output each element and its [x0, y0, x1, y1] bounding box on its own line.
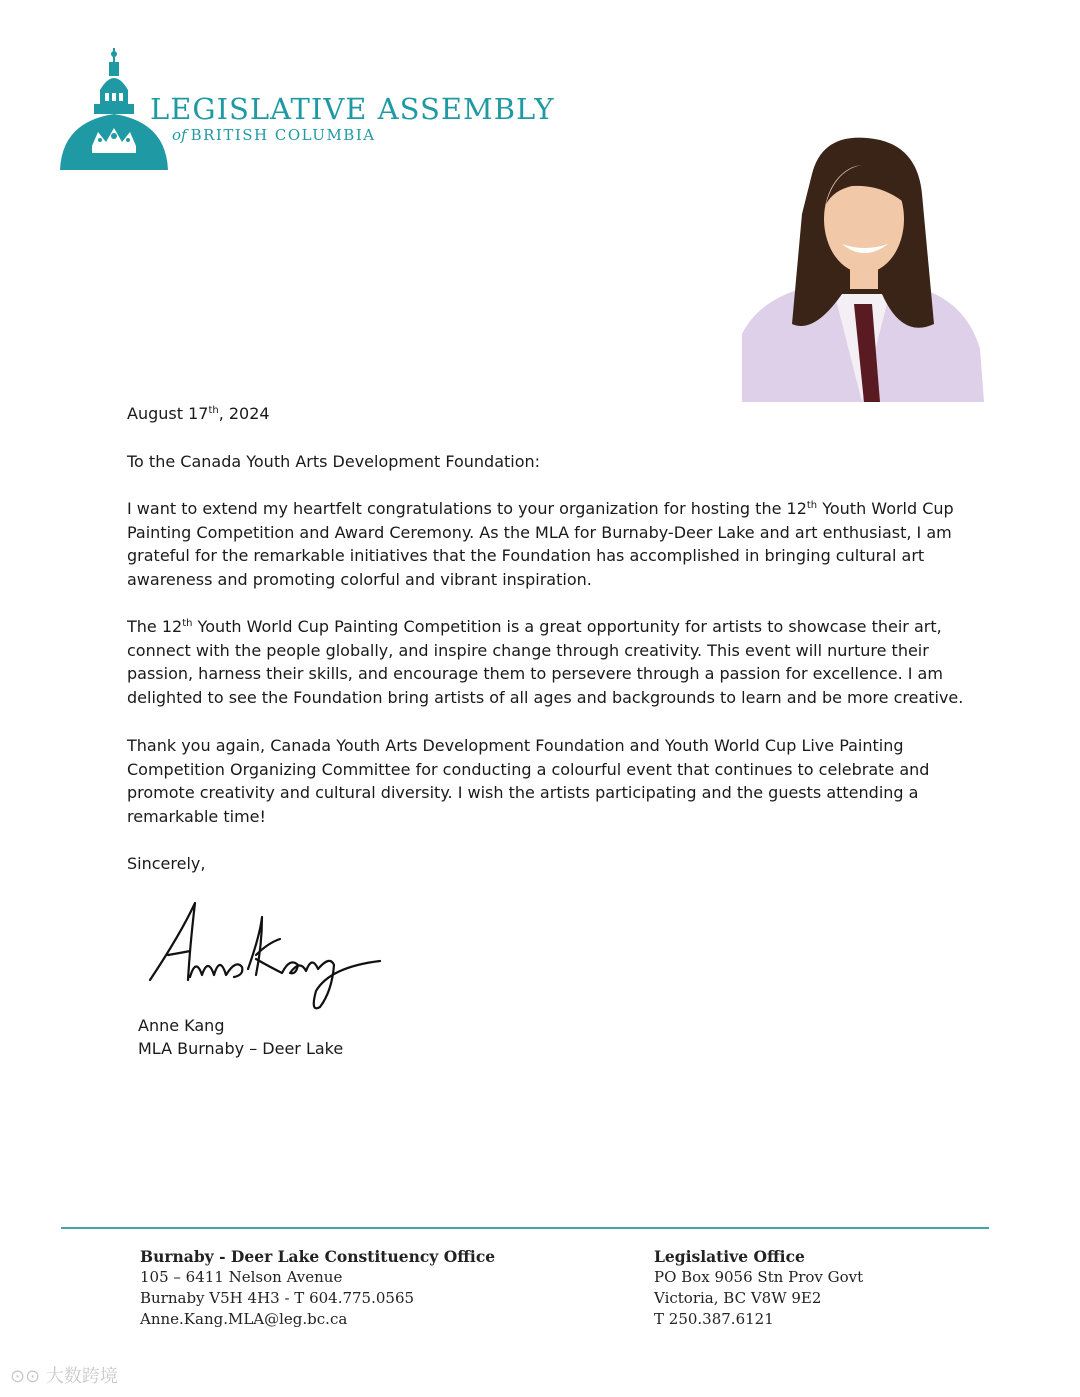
signer-title: MLA Burnaby – Deer Lake — [138, 1039, 344, 1058]
org-subtitle — [172, 126, 376, 144]
letter-paragraph-3 — [127, 734, 967, 828]
line-segment: Youth World Cup Painting Competition is a great opportunity for artists to showcase their art, — [192, 617, 942, 636]
line-segment: Youth World Cup — [817, 499, 954, 518]
paragraph-line: delighted to see the Foundation bring artists of all ages and backgrounds to learn and be more creative. — [127, 687, 964, 707]
address-line: Burnaby V5H 4H3 - T 604.775.0565 — [140, 1289, 415, 1307]
legislative-assembly-logo — [58, 46, 578, 176]
org-title: LEGISLATIVE ASSEMBLY — [150, 92, 555, 126]
portrait-photo — [742, 134, 984, 402]
letter-closing — [127, 852, 967, 876]
legislative-office-name: Legislative Office — [654, 1247, 805, 1266]
phone-number: T 250.387.6121 — [654, 1310, 774, 1328]
paragraph-line: awareness and promoting colorful and vibrant inspiration. — [127, 569, 592, 589]
footer-divider — [61, 1227, 989, 1229]
paragraph-line: Thank you again, Canada Youth Arts Development Foundation and Youth World Cup Live Painting — [127, 736, 904, 755]
constituency-office-address — [140, 1246, 495, 1330]
watermark-logo-icon: ⊙⊙ — [10, 1366, 46, 1387]
email-address: Anne.Kang.MLA@leg.bc.ca — [140, 1310, 348, 1328]
letter-paragraph-1 — [127, 497, 967, 591]
constituency-office-name: Burnaby - Deer Lake Constituency Office — [140, 1247, 496, 1266]
org-subtitle-prefix: of — [172, 126, 187, 144]
date-ordinal: th — [208, 405, 219, 416]
closing-text: Sincerely, — [127, 854, 206, 873]
signer-name: Anne Kang — [138, 1016, 225, 1035]
address-line: 105 – 6411 Nelson Avenue — [140, 1268, 343, 1286]
paragraph-line: Competition Organizing Committee for conducting a colourful event that continues to celebrate and — [127, 759, 930, 779]
date-prefix: August 17 — [127, 404, 209, 423]
date-suffix: , 2024 — [218, 404, 270, 423]
legislative-office-address — [654, 1246, 863, 1330]
address-line: PO Box 9056 Stn Prov Govt — [654, 1268, 864, 1286]
signer-block — [138, 1014, 343, 1060]
paragraph-line: connect with the people globally, and inspire change through creativity. This event will nurture their — [127, 640, 929, 660]
paragraph-line: grateful for the remarkable initiatives that the Foundation has accomplished in bringing cultural art — [127, 546, 925, 566]
paragraph-line — [127, 497, 967, 521]
paragraph-line: promote creativity and cultural diversity. I wish the artists participating and the guests attending a — [127, 783, 919, 803]
paragraph-line — [127, 615, 967, 639]
letter-salutation — [127, 450, 967, 474]
watermark-text: 大数跨境 — [45, 1366, 118, 1387]
address-line: Victoria, BC V8W 9E2 — [654, 1289, 822, 1307]
line-segment: The 12 — [127, 617, 183, 636]
salutation-text: To the Canada Youth Arts Development Foundation: — [127, 452, 541, 471]
line-segment: I want to extend my heartfelt congratulations to your organization for hosting the 12 — [127, 499, 807, 518]
paragraph-line: Painting Competition and Award Ceremony. As the MLA for Burnaby-Deer Lake and art enthusiast, I am — [127, 522, 952, 542]
ordinal-suffix: th — [182, 618, 193, 629]
org-subtitle-text: BRITISH COLUMBIA — [190, 126, 376, 144]
paragraph-line: remarkable time! — [127, 806, 266, 826]
handwritten-signature — [140, 895, 390, 1020]
watermark — [10, 1362, 118, 1388]
letter-date — [127, 402, 967, 426]
letter-paragraph-2 — [127, 615, 967, 709]
ordinal-suffix: th — [806, 500, 818, 511]
paragraph-line: passion, harness their skills, and encourage them to persevere through a passion for excellence. I am — [127, 664, 943, 684]
